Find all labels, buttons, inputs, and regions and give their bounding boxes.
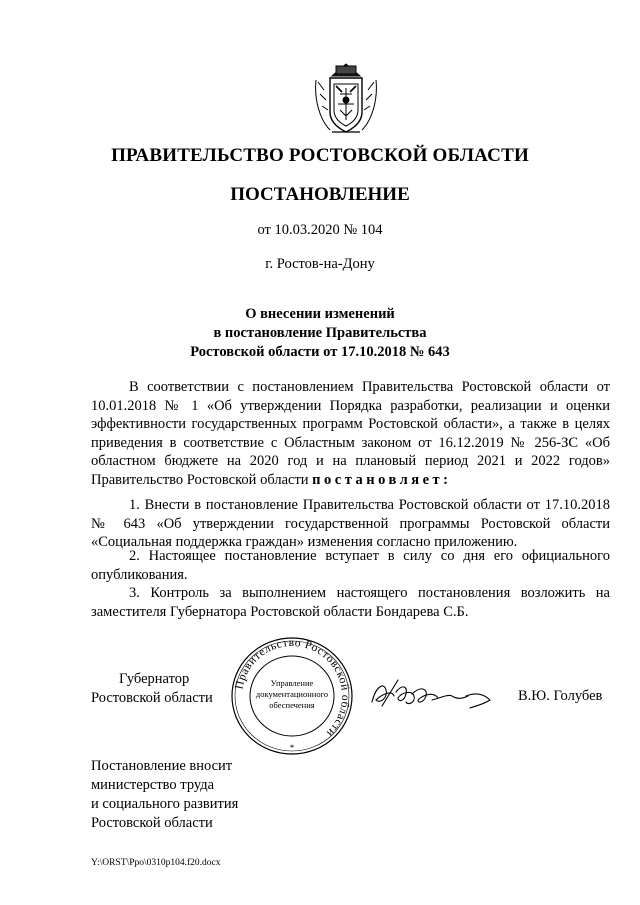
submitted-by-line: Ростовской области (91, 815, 213, 831)
item-2-paragraph (91, 547, 610, 584)
subject-line: О внесении изменений (245, 306, 395, 322)
item-3-paragraph (91, 584, 610, 621)
document-type-title: ПОСТАНОВЛЕНИЕ (230, 184, 410, 205)
submitted-by-line: министерство труда (91, 777, 215, 793)
item-text: 2. Настоящее постановление вступает в силу со дня его официального опубликования. (91, 548, 610, 583)
submitted-by-note (91, 757, 238, 833)
city-line: г. Ростов-на-Дону (265, 256, 375, 272)
position-line: Губернатор (119, 671, 190, 687)
handwritten-signature (368, 672, 496, 718)
document-subject (0, 305, 640, 362)
item-text: 3. Контроль за выполнением настоящего постановления возложить на заместителя Губернатора Ростовской области Бондарева С.Б. (91, 585, 610, 620)
file-path: Y:\ORST\Ppo\0310p104.f20.docx (91, 858, 221, 868)
resolves-word: постановляет: (312, 471, 452, 488)
subject-line: в постановление Правительства (213, 325, 427, 341)
preamble-text: В соответствии с постановлением Правительства Ростовской области от 10.01.2018 № 1 «Об утверждении Порядка разработки, реализации и оценки эффективности государственных программ Ростовской области», а также в целях приведения в соответствие с Областным законом от 16.12.2019 № 256-ЗС «Об областном бюджете на 2020 год и на плановый период 2021 и 2022 годов» Правительство Ростовской области (91, 379, 610, 488)
coat-of-arms-emblem (310, 60, 382, 136)
government-title: ПРАВИТЕЛЬСТВО РОСТОВСКОЙ ОБЛАСТИ (111, 145, 529, 166)
date-and-number: от 10.03.2020 № 104 (257, 222, 383, 238)
signatory-name: В.Ю. Голубев (518, 688, 603, 704)
official-stamp (228, 635, 356, 757)
item-1-paragraph (91, 496, 610, 552)
position-line: Ростовской области (91, 690, 213, 706)
submitted-by-line: и социального развития (91, 796, 239, 812)
stamp-inner-line: обеспечения (269, 700, 315, 710)
stamp-ring-text: Правительство Ростовской области (233, 636, 352, 740)
stamp-inner-line: документационного (255, 689, 329, 699)
submitted-by-line: Постановление вносит (91, 758, 233, 774)
subject-line: Ростовской области от 17.10.2018 № 643 (190, 344, 450, 360)
svg-text:*: * (289, 743, 295, 753)
preamble-paragraph (91, 378, 610, 490)
item-text: 1. Внести в постановление Правительства Ростовской области от 17.10.2018 № 643 «Об утверждении государственной программы Ростовской области «Социальная поддержка граждан» изменения согласно приложению. (91, 497, 610, 551)
signatory-position (91, 670, 213, 708)
stamp-inner-line: Управление (270, 678, 314, 688)
